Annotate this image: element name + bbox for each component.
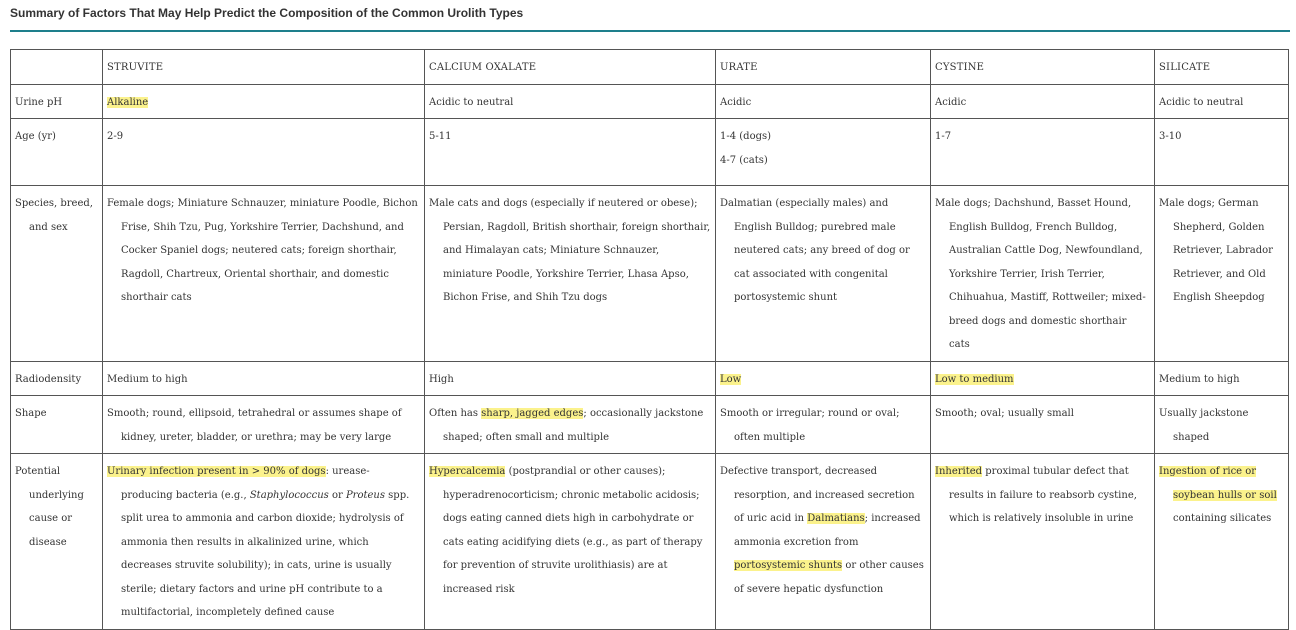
cell-cystine-species: Male dogs; Dachshund, Basset Hound, English Bulldog, French Bulldog, Australian Cattle Dog, Newfoundland, Yorkshire Terrier, Irish Terrier, Chihuahua, Mastiff, Rottweiler; mixed-breed dogs and domestic shorthair cats xyxy=(931,186,1155,362)
urolith-table xyxy=(10,49,1289,630)
text-fragment: containing silicates xyxy=(1173,513,1272,524)
cell-cystine-ph: Acidic xyxy=(931,84,1155,119)
cell-struvite-cause xyxy=(103,454,425,630)
cell-struvite-shape: Smooth; round, ellipsoid, tetrahedral or assumes shape of kidney, ureter, bladder, or urethra; may be very large xyxy=(103,396,425,454)
text-fragment: Often has xyxy=(429,408,482,419)
highlight: Hypercalcemia xyxy=(429,466,506,477)
italic-genus: Proteus xyxy=(345,489,385,501)
italic-genus: Staphylococcus xyxy=(249,489,329,501)
cell-struvite-age: 2-9 xyxy=(103,119,425,186)
cell-urate-ph: Acidic xyxy=(716,84,931,119)
cell-silicate-cause xyxy=(1155,454,1289,630)
cell-struvite-species: Female dogs; Miniature Schnauzer, miniature Poodle, Bichon Frise, Shih Tzu, Pug, Yorkshire Terrier, Dachshund, and Cocker Spaniel dogs; neutered cats; foreign shorthair, Ragdoll, Chartreux, Oriental shorthair, and domestic shorthair cats xyxy=(103,186,425,362)
header-urate: URATE xyxy=(716,50,931,85)
table-row xyxy=(11,361,1289,396)
header-silicate: SILICATE xyxy=(1155,50,1289,85)
row-label-cause: Potential underlying cause or disease xyxy=(11,454,103,630)
header-empty xyxy=(11,50,103,85)
header-cystine: CYSTINE xyxy=(931,50,1155,85)
text-fragment: (postprandial or other causes); hyperadrenocorticism; chronic metabolic acidosis; dogs eating canned diets high in carbohydrate or cats eating acidifying diets (e.g., as part of therapy for prevention of struvite urolithiasis) are at increased risk xyxy=(443,466,703,595)
cell-cystine-age: 1-7 xyxy=(931,119,1155,186)
header-row xyxy=(11,50,1289,85)
table-row xyxy=(11,119,1289,186)
title-divider xyxy=(10,30,1290,32)
table-row xyxy=(11,84,1289,119)
cell-struvite-ph xyxy=(103,84,425,119)
row-label-age: Age (yr) xyxy=(11,119,103,186)
table-row xyxy=(11,396,1289,454)
cell-urate-shape: Smooth or irregular; round or oval; often multiple xyxy=(716,396,931,454)
table-row xyxy=(11,454,1289,630)
highlight: Low xyxy=(720,373,742,385)
highlight: sharp, jagged edges xyxy=(481,408,584,419)
cell-silicate-shape: Usually jackstone shaped xyxy=(1155,396,1289,454)
cell-calcium-oxalate-shape xyxy=(425,396,716,454)
text-fragment: ; increased ammonia excretion from xyxy=(734,513,921,548)
header-calcium-oxalate: CALCIUM OXALATE xyxy=(425,50,716,85)
highlight: Inherited xyxy=(935,466,983,477)
cell-struvite-radiodensity: Medium to high xyxy=(103,361,425,396)
row-label-urine-ph: Urine pH xyxy=(11,84,103,119)
cell-silicate-ph: Acidic to neutral xyxy=(1155,84,1289,119)
cell-cystine-shape: Smooth; oval; usually small xyxy=(931,396,1155,454)
cell-urate-age xyxy=(716,119,931,186)
highlight: Urinary infection present in > 90% of dogs xyxy=(107,466,326,477)
cell-calcium-oxalate-age: 5-11 xyxy=(425,119,716,186)
page-title: Summary of Factors That May Help Predict the Composition of the Common Urolith Types xyxy=(10,6,524,20)
cell-calcium-oxalate-cause xyxy=(425,454,716,630)
row-label-species: Species, breed, and sex xyxy=(11,186,103,362)
text-fragment: ; occasionally jackstone shaped; often small and multiple xyxy=(443,408,704,443)
row-label-radiodensity: Radiodensity xyxy=(11,361,103,396)
cell-cystine-cause xyxy=(931,454,1155,630)
cell-silicate-species: Male dogs; German Shepherd, Golden Retriever, Labrador Retriever, and Old English Sheepdog xyxy=(1155,186,1289,362)
table-row xyxy=(11,186,1289,362)
cell-cystine-radiodensity xyxy=(931,361,1155,396)
text-fragment: : urease-producing bacteria (e.g., xyxy=(121,466,370,501)
highlight: portosystemic shunts xyxy=(734,560,843,571)
highlight: Dalmatians xyxy=(807,513,865,524)
text-fragment: Defective transport, decreased resorption, and increased secretion of uric acid in xyxy=(720,466,915,524)
urate-age-cats: 4-7 (cats) xyxy=(720,154,768,166)
header-struvite: STRUVITE xyxy=(103,50,425,85)
text-fragment: or other causes of severe hepatic dysfunction xyxy=(734,560,924,595)
highlight: Alkaline xyxy=(107,96,149,108)
row-label-shape: Shape xyxy=(11,396,103,454)
text-fragment: proximal tubular defect that results in failure to reabsorb cystine, which is relatively insoluble in urine xyxy=(949,466,1137,524)
cell-urate-radiodensity xyxy=(716,361,931,396)
cell-calcium-oxalate-ph: Acidic to neutral xyxy=(425,84,716,119)
cell-silicate-radiodensity: Medium to high xyxy=(1155,361,1289,396)
cell-calcium-oxalate-radiodensity: High xyxy=(425,361,716,396)
urate-age-dogs: 1-4 (dogs) xyxy=(720,131,772,142)
text-fragment: spp. split urea to ammonia and carbon dioxide; hydrolysis of ammonia then results in alkalinized urine, which decreases struvite solubility); in cats, urine is usually sterile; dietary factors and urine pH contribute to a multifactorial, incompletely defined cause xyxy=(121,489,410,618)
cell-calcium-oxalate-species: Male cats and dogs (especially if neutered or obese); Persian, Ragdoll, British shorthair, foreign shorthair, and Himalayan cats; Miniature Schnauzer, miniature Poodle, Yorkshire Terrier, Lhasa Apso, Bichon Frise, and Shih Tzu dogs xyxy=(425,186,716,362)
cell-urate-cause xyxy=(716,454,931,630)
text-fragment: or xyxy=(328,489,346,501)
cell-urate-species: Dalmatian (especially males) and English Bulldog; purebred male neutered cats; any breed of dog or cat associated with congenital portosystemic shunt xyxy=(716,186,931,362)
highlight: Ingestion of rice or soybean hulls or soil xyxy=(1159,466,1277,501)
cell-silicate-age: 3-10 xyxy=(1155,119,1289,186)
highlight: Low to medium xyxy=(935,373,1014,385)
